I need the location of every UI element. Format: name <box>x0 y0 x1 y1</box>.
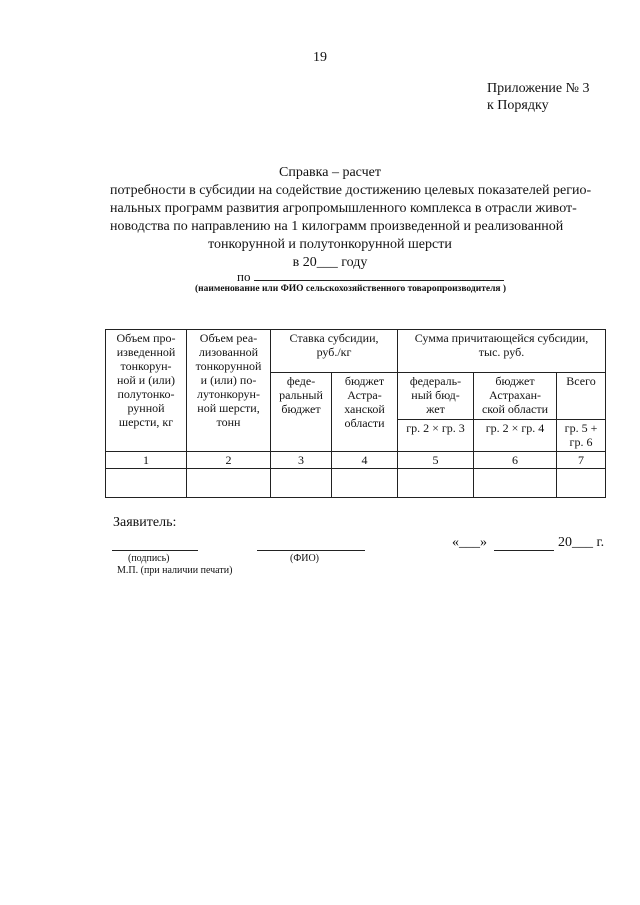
data-row <box>106 469 606 498</box>
data-cell <box>187 469 271 498</box>
formula-federal: гр. 2 × гр. 3 <box>398 420 474 452</box>
title-line-1: Справка – расчет <box>279 165 381 180</box>
date-day: «___» <box>452 535 487 550</box>
header-produced-wool: Объем про- изведенной тонкорун- ной и (или) полутонко- рунной шерсти, кг <box>106 330 187 452</box>
po-label: по <box>237 269 251 284</box>
producer-name-line <box>237 268 504 285</box>
data-cell <box>106 469 187 498</box>
header-subsidy-sum: Сумма причитающейся субсидии, тыс. руб. <box>398 330 606 373</box>
formula-regional: гр. 2 × гр. 4 <box>474 420 557 452</box>
header-sum-regional: бюджет Астрахан- ской области <box>474 373 557 420</box>
signature-caption: (подпись) <box>128 553 170 564</box>
document-title <box>110 164 592 272</box>
column-number: 6 <box>474 452 557 469</box>
column-number: 1 <box>106 452 187 469</box>
applicant-label: Заявитель: <box>113 515 177 530</box>
date-month-blank <box>494 550 554 551</box>
column-number-row <box>106 452 606 469</box>
column-number: 2 <box>187 452 271 469</box>
header-sum-federal: федераль- ный бюд- жет <box>398 373 474 420</box>
header-sold-wool: Объем реа- лизованной тонкорунной и (или) по- лутонкорун- ной шерсти, тонн <box>187 330 271 452</box>
appendix-line-2: к Порядку <box>487 98 549 113</box>
producer-name-caption: (наименование или ФИО сельскохозяйственного товаропроизводителя ) <box>195 284 507 294</box>
column-number: 4 <box>332 452 398 469</box>
title-line-2: потребности в субсидии на содействие достижению целевых показателей регио- <box>110 183 592 198</box>
header-sum-total: Всего <box>557 373 606 420</box>
title-line-3: нальных программ развития агропромышленного комплекса в отрасли живот- <box>110 201 577 216</box>
stamp-caption: М.П. (при наличии печати) <box>117 565 233 576</box>
header-rate-federal: феде- ральный бюджет <box>271 373 332 452</box>
header-subsidy-rate: Ставка субсидии, руб./кг <box>271 330 398 373</box>
fio-caption: (ФИО) <box>290 553 320 564</box>
header-rate-regional: бюджет Астра- ханской области <box>332 373 398 452</box>
formula-total: гр. 5 + гр. 6 <box>557 420 606 452</box>
column-number: 3 <box>271 452 332 469</box>
title-line-6: в 20___ году <box>292 255 368 270</box>
title-line-4: новодства по направлению на 1 килограмм произведенной и реализованной <box>110 219 564 234</box>
data-cell <box>271 469 332 498</box>
column-number: 7 <box>557 452 606 469</box>
data-cell <box>474 469 557 498</box>
page-number: 19 <box>313 50 327 65</box>
signature-blank <box>112 550 198 551</box>
data-cell <box>557 469 606 498</box>
appendix-reference <box>487 80 590 114</box>
appendix-line-1: Приложение № 3 <box>487 81 590 96</box>
column-number: 5 <box>398 452 474 469</box>
subsidy-calculation-table <box>105 329 606 498</box>
title-line-5: тонкорунной и полутонкорунной шерсти <box>208 237 452 252</box>
data-cell <box>332 469 398 498</box>
fio-blank <box>257 550 365 551</box>
date-year: 20___ г. <box>558 535 605 550</box>
data-cell <box>398 469 474 498</box>
producer-name-blank <box>254 268 504 281</box>
